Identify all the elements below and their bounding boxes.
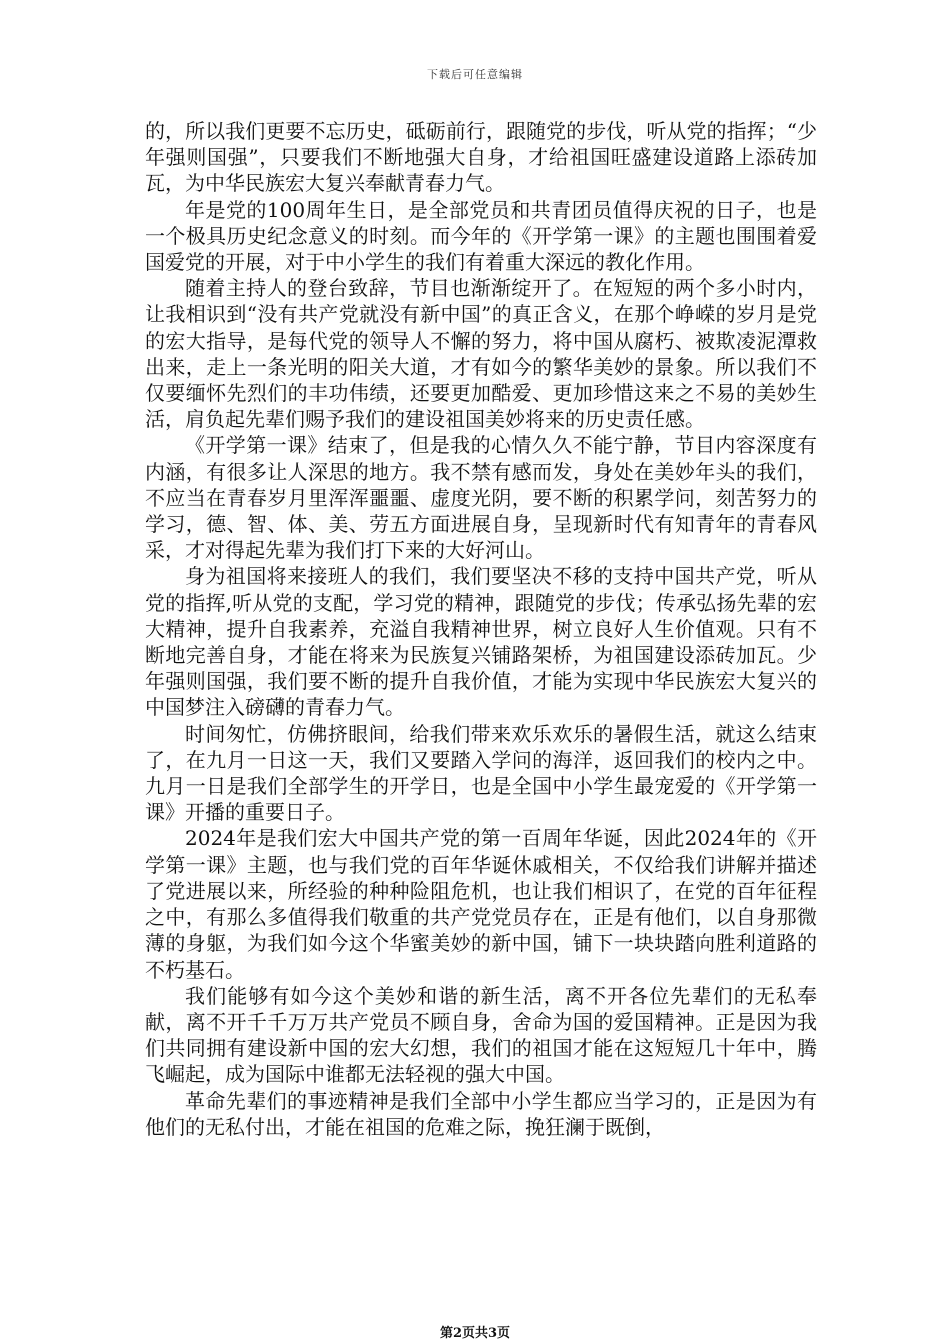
page-number: 第2页共3页 xyxy=(439,1326,511,1341)
page-header: 下载后可任意编辑 xyxy=(427,68,523,81)
document-body xyxy=(145,118,817,1140)
paragraph: 《开学第一课》结束了，但是我的心情久久不能宁静，节目内容深度有内涵，有很多让人深思的地方。我不禁有感而发，身处在美妙年头的我们，不应当在青春岁月里浑浑噩噩、虚度光阴，要不断的积累学问，刻苦努力的学习，德、智、体、美、劳五方面进展自身，呈现新时代有知青年的青春风采，才对得起先辈为我们打下来的大好河山。 xyxy=(145,433,817,563)
paragraph: 年是党的100周年生日，是全部党员和共青团员值得庆祝的日子，也是一个极具历史纪念意义的时刻。而今年的《开学第一课》的主题也围围着爱国爱党的开展，对于中小学生的我们有着重大深远的教化作用。 xyxy=(145,197,817,275)
paragraph: 2024年是我们宏大中国共产党的第一百周年华诞，因此2024年的《开学第一课》主题，也与我们党的百年华诞休戚相关，不仅给我们讲解并描述了党进展以来，所经验的种种险阻危机，也让我们相识了，在党的百年征程之中，有那么多值得我们敬重的共产党党员存在，正是有他们，以自身那微薄的身躯，为我们如今这个华蜜美妙的新中国，铺下一块块踏向胜利道路的不朽基石。 xyxy=(145,826,817,982)
paragraph: 时间匆忙，仿佛挤眼间，给我们带来欢乐欢乐的暑假生活，就这么结束了，在九月一日这一天，我们又要踏入学问的海洋，返回我们的校内之中。九月一日是我们全部学生的开学日，也是全国中小学生最宠爱的《开学第一课》开播的重要日子。 xyxy=(145,721,817,825)
paragraph: 革命先辈们的事迹精神是我们全部中小学生都应当学习的，正是因为有他们的无私付出，才能在祖国的危难之际，挽狂澜于既倒， xyxy=(145,1088,817,1139)
paragraph: 身为祖国将来接班人的我们，我们要坚决不移的支持中国共产党，听从党的指挥,听从党的支配，学习党的精神，跟随党的步伐；传承弘扬先辈的宏大精神，提升自我素养，充溢自我精神世界，树立良好人生价值观。只有不断地完善自身，才能在将来为民族复兴铺路架桥，为祖国建设添砖加瓦。少年强则国强，我们要不断的提升自我价值，才能为实现中华民族宏大复兴的中国梦注入磅礴的青春力气。 xyxy=(145,564,817,720)
paragraph-continued: 的，所以我们更要不忘历史，砥砺前行，跟随党的步伐，听从党的指挥；“少年强则国强”，只要我们不断地强大自身，才给祖国旺盛建设道路上添砖加瓦，为中华民族宏大复兴奉献青春力气。 xyxy=(145,119,817,196)
paragraph: 随着主持人的登台致辞，节目也渐渐绽开了。在短短的两个多小时内，让我相识到“没有共产党就没有新中国”的真正含义，在那个峥嵘的岁月是党的宏大指导，是每代党的领导人不懈的努力，将中国从腐朽、被欺凌泥潭救出来，走上一条光明的阳关大道，才有如今的繁华美妙的景象。所以我们不仅要缅怀先烈们的丰功伟绩，还要更加酷爱、更加珍惜这来之不易的美妙生活，肩负起先辈们赐予我们的建设祖国美妙将来的历史责任感。 xyxy=(145,276,817,432)
paragraph: 我们能够有如今这个美妙和谐的新生活，离不开各位先辈们的无私奉献，离不开千千万万共产党员不顾自身，舍命为国的爱国精神。正是因为我们共同拥有建设新中国的宏大幻想，我们的祖国才能在这短短几十年中，腾飞崛起，成为国际中谁都无法轻视的强大中国。 xyxy=(145,983,817,1087)
